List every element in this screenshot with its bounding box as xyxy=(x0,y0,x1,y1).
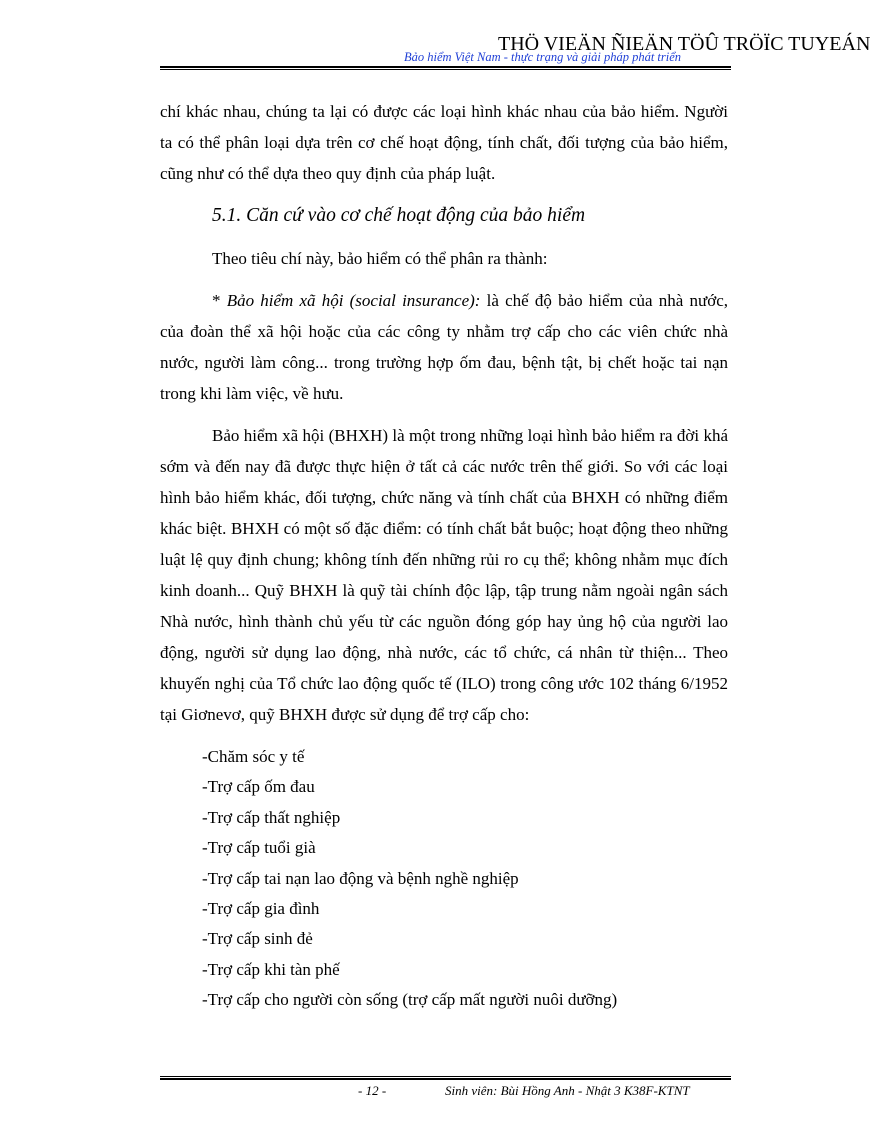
running-header: Bảo hiểm Việt Nam - thực trạng và giải pháp phát triển xyxy=(404,50,682,64)
list-item: -Trợ cấp sinh đẻ xyxy=(202,929,313,949)
watermark-text: THÖ VIEÄN ÑIEÄN TÖÛ TRÖÏC TUYEÁN xyxy=(498,33,870,55)
footer-student: Sinh viên: Bùi Hồng Anh - Nhật 3 K38F-KTNT xyxy=(445,1083,690,1098)
footer-rule xyxy=(160,1076,731,1080)
list-item: -Trợ cấp ốm đau xyxy=(202,777,315,797)
page-body xyxy=(160,96,728,1016)
list-item: -Chăm sóc y tế xyxy=(202,747,305,766)
bullet-marker: * xyxy=(212,291,227,310)
page-number: - 12 - xyxy=(358,1083,387,1098)
header-rule xyxy=(160,66,731,70)
bhxh-definition-text: là chế độ bảo hiểm của nhà nước, của đoàn thể xã hội hoặc của các công ty nhằm trợ cấp cho các viên chức nhà nước, người làm công... trong trường hợp ốm đau, bệnh tật, bị chết hoặc tai nạn trong khi làm việc, về hưu. xyxy=(160,291,728,403)
list-item: -Trợ cấp tuổi già xyxy=(202,838,316,858)
list-item: -Trợ cấp khi tàn phế xyxy=(202,959,340,979)
bhxh-definition xyxy=(160,285,728,409)
bhxh-paragraph: Bảo hiểm xã hội (BHXH) là một trong những loại hình bảo hiểm ra đời khá sớm và đến nay đã được thực hiện ở tất cả các nước trên thế giới. So với các loại hình bảo hiểm khác, đối tượng, chức năng và tính chất của BHXH có những điểm khác biệt. BHXH có một số đặc điểm: có tính chất bắt buộc; hoạt động theo những luật lệ quy định chung; không tính đến những rủi ro cụ thể; không nhằm mục đích kinh doanh... Quỹ BHXH là quỹ tài chính độc lập, tập trung nằm ngoài ngân sách Nhà nước, hình thành chủ yếu từ các nguồn đóng góp hay ủng hộ của người lao động, người sử dụng lao động, nhà nước, các tổ chức, cá nhân từ thiện... Theo khuyến nghị của Tổ chức lao động quốc tế (ILO) trong công ước 102 tháng 6/1952 tại Giơnevơ, quỹ BHXH được sử dụng để trợ cấp cho: xyxy=(160,426,728,724)
section-heading: 5.1. Căn cứ vào cơ chế hoạt động của bảo hiểm xyxy=(212,205,586,226)
list-item: -Trợ cấp thất nghiệp xyxy=(202,807,341,827)
list-item: -Trợ cấp gia đình xyxy=(202,899,320,919)
lead-paragraph: Theo tiêu chí này, bảo hiểm có thể phân ra thành: xyxy=(212,249,548,268)
list-item: -Trợ cấp tai nạn lao động và bệnh nghề nghiệp xyxy=(202,868,519,888)
bhxh-term: Bảo hiểm xã hội (social insurance): xyxy=(226,291,481,310)
benefit-list xyxy=(160,742,728,1016)
intro-paragraph: chí khác nhau, chúng ta lại có được các loại hình khác nhau của bảo hiểm. Người ta có thể phân loại dựa trên cơ chế hoạt động, tính chất, đối tượng của bảo hiểm, cũng như có thể dựa theo quy định của pháp luật. xyxy=(160,102,728,183)
list-item: -Trợ cấp cho người còn sống (trợ cấp mất người nuôi dưỡng) xyxy=(202,990,618,1010)
